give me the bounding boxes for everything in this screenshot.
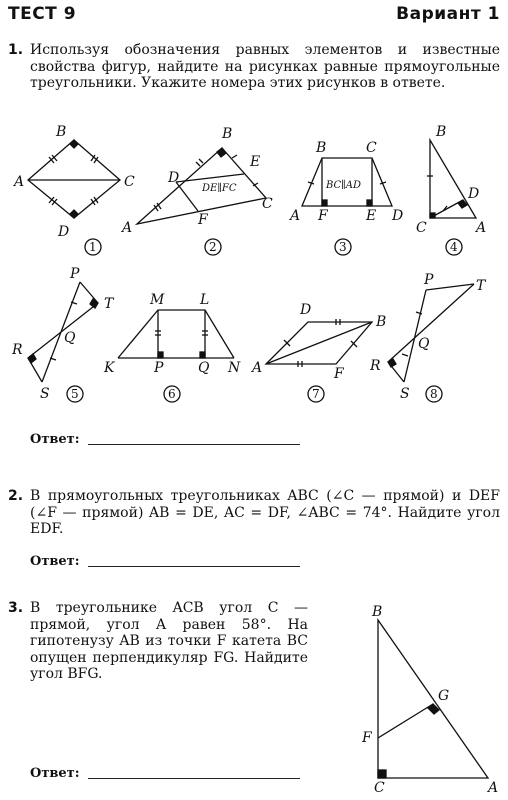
variant-title: Вариант 1 [396,4,500,24]
figure-4-number: 4 [450,240,458,254]
figure-6-label: N [228,360,241,376]
figure-2-label: A [122,220,133,236]
figures-problem-1 [0,118,508,418]
figure-5 [11,266,115,402]
test-title: ТЕСТ 9 [8,4,77,24]
figure-1-label: D [58,224,70,240]
figure-8-label: P [424,272,434,288]
figure-9-label: C [374,780,385,796]
figure-2-label: D [168,170,180,186]
figure-8-label: Q [418,336,430,352]
answer-label-1: Ответ: [30,432,80,447]
figure-4 [416,124,486,255]
figure-6-label: K [104,360,115,376]
problem-number: 3. [8,600,24,616]
figure-4-label: A [476,220,487,236]
figure-3 [288,140,403,255]
figure-2-label: B [222,126,233,142]
figure-6 [103,292,241,402]
figure-8 [369,272,487,402]
figure-5-label: P [70,266,80,282]
problem-1 [8,42,500,112]
answer-field-3[interactable] [88,778,300,779]
figure-5-label: S [40,386,50,402]
figure-8-label: S [400,386,410,402]
figure-7 [250,302,386,402]
figure-8-label: R [370,358,381,374]
figure-1 [12,124,135,255]
figure-8-number: 8 [430,387,438,401]
figure-7-label: F [334,366,344,382]
problem-text: Используя обозначения равных элементов и известные свойства фигур, найдите на рисунках равные прямоугольные треугольники. Укажите номера этих рисунков в ответе. [30,42,500,91]
answer-label-2: Ответ: [30,554,80,569]
answer-label-3: Ответ: [30,766,80,781]
figure-3-number: 3 [339,240,347,254]
figure-6-label: M [150,292,165,308]
figure-3-label: A [290,208,301,224]
figure-2-note: DE∥FC [202,183,237,194]
problem-2 [8,488,500,540]
figure-2-label: C [262,196,273,212]
figure-4-label: D [468,186,480,202]
figure-5-number: 5 [71,387,79,401]
problem-3 [8,600,308,690]
figure-3-note: BC∥AD [326,180,362,191]
figure-5-label: Q [64,330,76,346]
figure-3-label: E [366,208,377,224]
figure-6-label: L [200,292,210,308]
figure-9-label: A [488,780,499,796]
figure-1-label: C [124,174,135,190]
figure-6-label: Q [198,360,210,376]
figure-2 [120,126,273,255]
figure-5-label: R [12,342,23,358]
figure-7-label: B [376,314,387,330]
problem-text: В треугольнике ACB угол C — прямой, угол A равен 58°. На гипотенузу AB из точки F катета BC опущен перпендикуляр FG. Найдите угол BFG. [30,600,308,682]
figure-2-number: 2 [209,240,217,254]
figure-7-number: 7 [312,387,320,401]
answer-field-2[interactable] [88,566,300,567]
figure-3-label: D [392,208,404,224]
problem-text: В прямоугольных треугольниках ABC (∠C — прямой) и DEF (∠F — прямой) AB = DE, AC = DF, ∠ABC = 74°. Найдите угол EDF. [30,488,500,537]
figure-3-label: B [316,140,327,156]
figure-2-label: F [198,212,208,228]
figure-1-label: A [14,174,25,190]
figure-problem-3 [348,598,508,798]
problem-number: 2. [8,488,24,504]
figure-3-label: C [366,140,377,156]
figure-4-label: C [416,220,427,236]
figure-1-label: B [56,124,67,140]
figure-8-label: T [476,278,486,294]
figure-5-label: T [104,296,114,312]
figure-3-label: F [318,208,328,224]
answer-field-1[interactable] [88,444,300,445]
figure-7-label: A [252,360,263,376]
figure-2-label: E [250,154,261,170]
figure-9-label: F [362,730,372,746]
figure-4-label: B [436,124,447,140]
figure-7-label: D [300,302,312,318]
figure-9-label: G [438,688,450,704]
figure-6-number: 6 [168,387,176,401]
figure-9-label: B [372,604,383,620]
figure-1-number: 1 [89,240,97,254]
figure-6-label: P [154,360,164,376]
problem-number: 1. [8,42,24,58]
